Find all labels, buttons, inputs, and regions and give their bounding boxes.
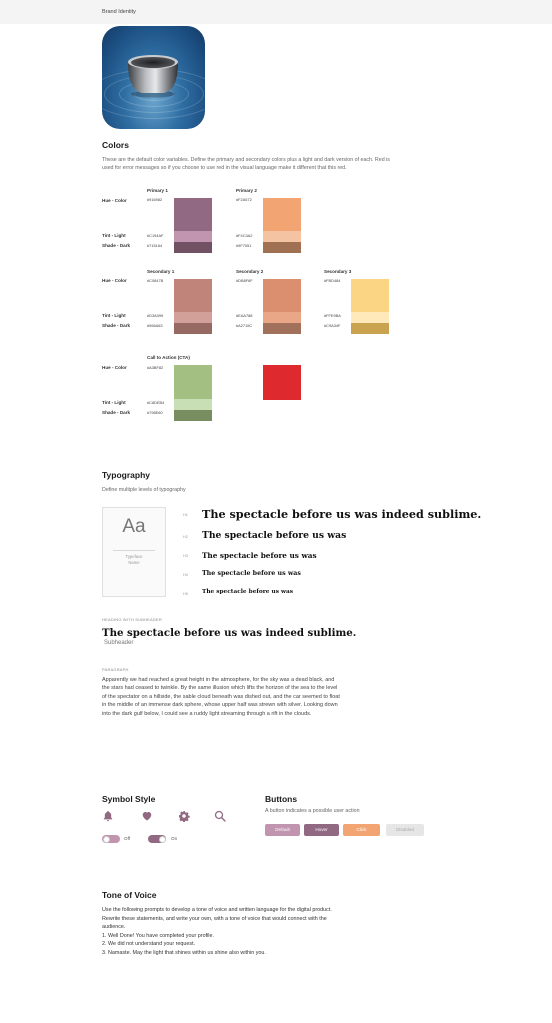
row-label-tint: Tint - Light (102, 313, 126, 318)
bowl-image (124, 52, 182, 98)
heart-icon[interactable] (141, 810, 153, 822)
swatch-shade (263, 242, 301, 253)
toggle-off[interactable] (102, 835, 120, 843)
hex-shade: #715164 (147, 243, 163, 248)
tone-item: 3. Namaste. May the light that shines within us shine also within you. (102, 949, 266, 956)
heading-subheader-label: HEADING WITH SUBHEADER (102, 617, 162, 622)
hex-tint: #EAA788 (236, 313, 253, 318)
hex-hue: #A3BF82 (147, 365, 164, 370)
hex-tint: #C194AF (147, 233, 164, 238)
toggle-on-label: On (171, 836, 178, 841)
color-group-title: Call to Action (CTA) (147, 355, 190, 360)
symbol-style-title: Symbol Style (102, 794, 156, 804)
hex-hue: #DB8F6F (236, 278, 253, 283)
heading-with-subheader: The spectacle before us was indeed sublime. (102, 627, 357, 639)
typeface-name: Typeface Name (125, 554, 143, 565)
bell-icon[interactable] (102, 810, 114, 822)
default-button[interactable]: Default (265, 824, 300, 836)
typography-description: Define multiple levels of typography (102, 487, 186, 493)
hex-shade: #9F7051 (236, 243, 252, 248)
row-label-hue: Hue - Color (102, 198, 127, 203)
swatch-shade (174, 242, 212, 253)
subheader: Subheader (104, 640, 134, 646)
colors-title: Colors (102, 140, 129, 150)
tone-item: 1. Well Done! You have completed your profile. (102, 932, 214, 939)
hex-tint: #D3A099 (147, 313, 164, 318)
heading-h5-sample: The spectacle before us was (202, 589, 294, 595)
swatch-shade (263, 323, 301, 334)
hex-shade: #A2715C (236, 323, 253, 328)
heading-tag: H2 (183, 535, 188, 539)
hex-shade: #966A63 (147, 323, 163, 328)
color-group-title: Secondary 3 (324, 269, 352, 274)
color-group-title: Secondary 2 (236, 269, 264, 274)
paragraph-label: PARAGRAPH (102, 667, 129, 672)
app-icon (102, 26, 205, 129)
hex-hue: #916982 (147, 197, 163, 202)
color-group-title: Secondary 1 (147, 269, 175, 274)
hex-shade: #C9A34F (324, 323, 341, 328)
typography-title: Typography (102, 470, 151, 480)
row-label-shade: Shade - Dark (102, 410, 131, 415)
tone-item: 2. We did not understand your request. (102, 941, 196, 948)
color-group-title: Primary 2 (236, 188, 257, 193)
page-title: Brand Identity (102, 9, 136, 15)
swatch-hue (174, 198, 212, 231)
tone-of-voice-body (102, 906, 342, 958)
toggle-on[interactable] (148, 835, 166, 843)
row-label-hue: Hue - Color (102, 278, 127, 283)
top-bar (0, 0, 552, 24)
swatch-tint (263, 231, 301, 242)
hex-hue: #C0847B (147, 278, 164, 283)
row-label-tint: Tint - Light (102, 400, 126, 405)
paragraph-sample: Apparently we had reached a great height in the atmosphere, for the sky was a dead black, and the stars had ceased to twinkle. By the same illusion which lifts the horizon of the sea to the level of the spectator on a hillside, the sable cloud beneath was dished out, and the car seemed to float in the middle of an immense dark sphere, whose upper half was strewn with silver. Looking down into the dark gulf below, I could see a ruddy light streaming through a rift in the clouds. (102, 677, 340, 717)
swatch-tint (174, 312, 212, 323)
buttons-title: Buttons (265, 794, 298, 804)
search-icon[interactable] (214, 810, 226, 822)
swatch-tint (351, 312, 389, 323)
hex-shade: #798E60 (147, 410, 163, 415)
row-label-shade: Shade - Dark (102, 323, 131, 328)
heading-h3-sample: The spectacle before us was (202, 551, 317, 560)
swatch-hue (263, 198, 301, 231)
hex-hue: #F2A572 (236, 197, 252, 202)
toggle-off-label: Off (124, 836, 131, 841)
row-label-hue: Hue - Color (102, 365, 127, 370)
hex-tint: #F4C3A2 (236, 233, 253, 238)
hex-tint: #C8DEB4 (147, 400, 165, 405)
swatch-shade (174, 323, 212, 334)
swatch-shade (174, 410, 212, 421)
swatch-tint (174, 231, 212, 242)
swatch-hue (263, 279, 301, 312)
swatch-hue (174, 365, 212, 399)
typeface-card (102, 507, 166, 597)
hex-tint: #FFE9BA (324, 313, 341, 318)
swatch-tint (174, 399, 212, 410)
swatch-shade (351, 323, 389, 334)
heading-tag: H4 (183, 573, 188, 577)
hex-hue: #FBD484 (324, 278, 341, 283)
gear-icon[interactable] (178, 810, 190, 822)
heading-tag: H3 (183, 554, 188, 558)
disabled-button: Disabled (386, 824, 424, 836)
swatch-error (263, 365, 301, 400)
tone-intro: Use the following prompts to develop a tone of voice and written language for the digital product. Rewrite these statements, and write your own, with a tone of voice that would connect with the audience. (102, 907, 332, 931)
swatch-tint (263, 312, 301, 323)
row-label-shade: Shade - Dark (102, 243, 131, 248)
click-button[interactable]: Click (343, 824, 380, 836)
swatch-hue (351, 279, 389, 312)
hover-button[interactable]: Hover (304, 824, 339, 836)
swatch-hue (174, 279, 212, 312)
typeface-sample: Aa (122, 516, 146, 537)
color-group-title: Primary 1 (147, 188, 168, 193)
heading-tag: H5 (183, 592, 188, 596)
buttons-description: A button indicates a possible user action (265, 808, 360, 814)
heading-h2-sample: The spectacle before us was (202, 530, 347, 541)
colors-description: These are the default color variables. Define the primary and secondary colors plus a light and dark version of each. Red is used for error messages so if you choose to use red in the visual language make it different that this red. (102, 157, 390, 171)
row-label-tint: Tint - Light (102, 233, 126, 238)
heading-h1-sample: The spectacle before us was indeed sublime. (202, 507, 482, 521)
heading-h4-sample: The spectacle before us was (202, 570, 301, 577)
tone-of-voice-title: Tone of Voice (102, 890, 157, 900)
heading-tag: H1 (183, 513, 188, 517)
